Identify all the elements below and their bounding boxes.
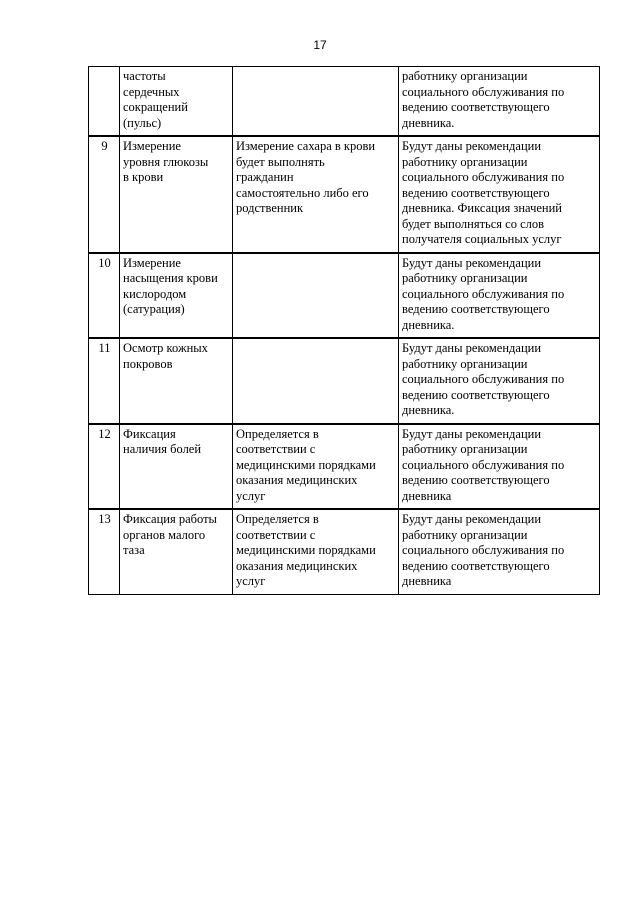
- row-number: 13: [89, 509, 120, 594]
- row-number: [89, 67, 120, 137]
- table-row: [89, 67, 600, 137]
- service-method: Определяется в соответствии с медицинскими порядками оказания медицинских услуг: [233, 509, 399, 594]
- page-number: 17: [313, 38, 327, 52]
- table-row: [89, 338, 600, 424]
- row-number: 12: [89, 424, 120, 510]
- service-method: Определяется в соответствии с медицинскими порядками оказания медицинских услуг: [233, 424, 399, 510]
- service-method: Измерение сахара в крови будет выполнять гражданин самостоятельно либо его родственник: [233, 136, 399, 253]
- table-row: [89, 136, 600, 253]
- services-table: [88, 66, 600, 595]
- service-note: Будут даны рекомендации работнику организации социального обслуживания по ведению соответствующего дневника.: [399, 338, 600, 424]
- service-method: [233, 253, 399, 339]
- service-name: Измерение насыщения крови кислородом (сатурация): [120, 253, 233, 339]
- row-number: 11: [89, 338, 120, 424]
- service-method: [233, 67, 399, 137]
- row-number: 9: [89, 136, 120, 253]
- table-row: [89, 253, 600, 339]
- service-note: Будут даны рекомендации работнику организации социального обслуживания по ведению соответствующего дневника. Фиксация значений будет выполняться со слов получателя социальных услуг: [399, 136, 600, 253]
- service-method: [233, 338, 399, 424]
- table-row: [89, 424, 600, 510]
- service-note: Будут даны рекомендации работнику организации социального обслуживания по ведению соответствующего дневника.: [399, 253, 600, 339]
- service-name: Фиксация работы органов малого таза: [120, 509, 233, 594]
- service-note: Будут даны рекомендации работнику организации социального обслуживания по ведению соответствующего дневника: [399, 424, 600, 510]
- table-row: [89, 509, 600, 594]
- service-name: Фиксация наличия болей: [120, 424, 233, 510]
- service-name: частоты сердечных сокращений (пульс): [120, 67, 233, 137]
- service-note: Будут даны рекомендации работнику организации социального обслуживания по ведению соответствующего дневника: [399, 509, 600, 594]
- service-note: работнику организации социального обслуживания по ведению соответствующего дневника.: [399, 67, 600, 137]
- row-number: 10: [89, 253, 120, 339]
- service-name: Осмотр кожных покровов: [120, 338, 233, 424]
- service-name: Измерение уровня глюкозы в крови: [120, 136, 233, 253]
